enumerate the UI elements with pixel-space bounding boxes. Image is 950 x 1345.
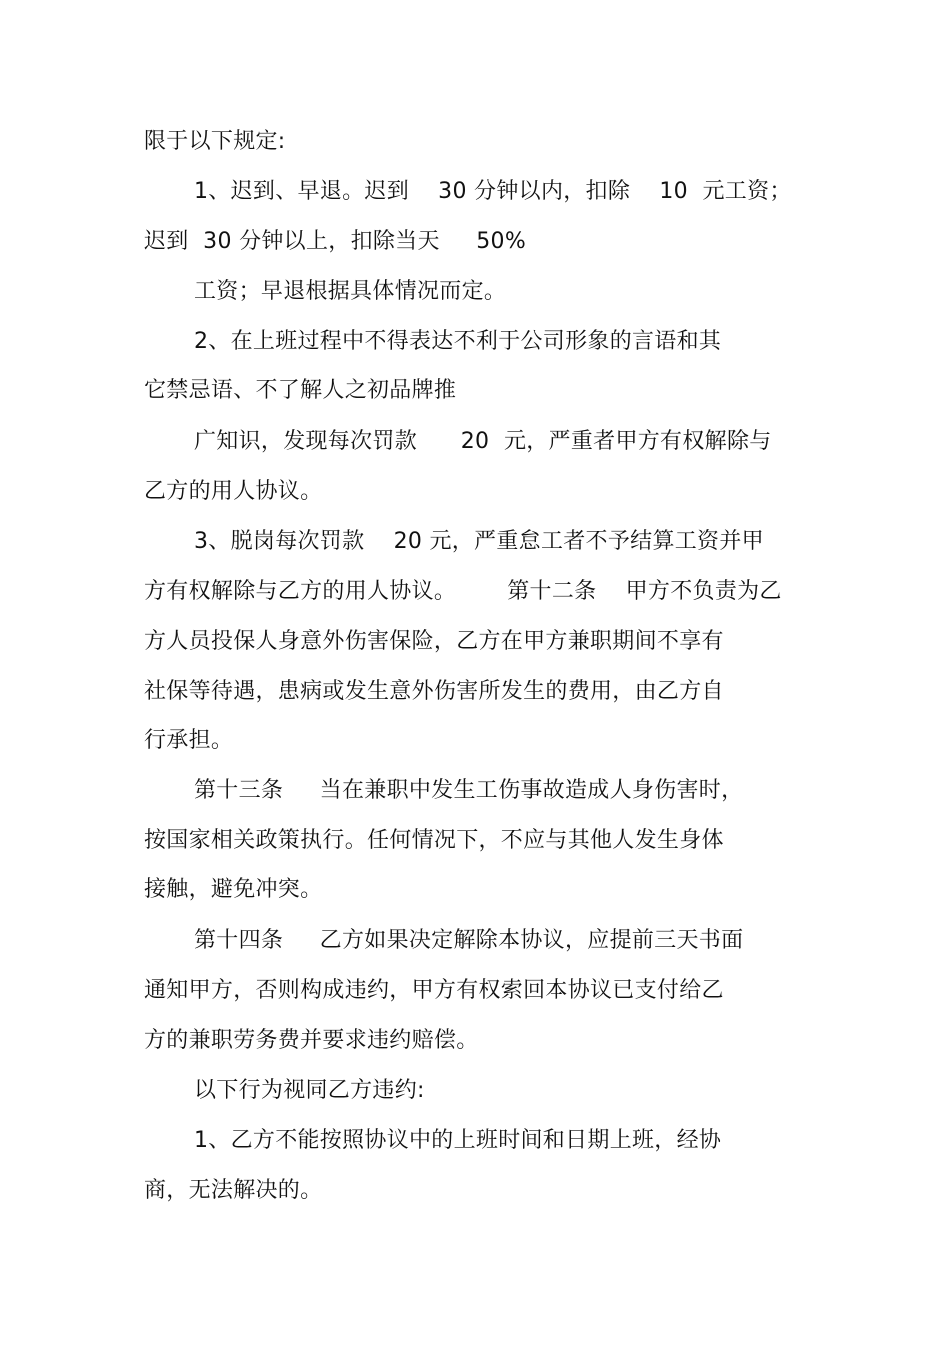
text-line: 方人员投保人身意外伤害保险，乙方在甲方兼职期间不享有 [144, 629, 724, 654]
text-line: 乙方的用人协议。 [144, 479, 323, 504]
text-line: 接触，避免冲突。 [144, 877, 323, 902]
text-line: 它禁忌语、不了解人之初品牌推 [144, 378, 457, 403]
text-line: 行承担。 [144, 728, 234, 753]
text-line: 迟到 30 分钟以上，扣除当天 50% [144, 229, 527, 254]
text-line: 广知识，发现每次罚款 20 元，严重者甲方有权解除与 [194, 429, 772, 454]
text-line: 按国家相关政策执行。任何情况下，不应与其他人发生身体 [144, 828, 724, 853]
text-line: 方的兼职劳务费并要求违约赔偿。 [144, 1028, 479, 1053]
text-line: 1、迟到、早退。迟到 30 分钟以内，扣除 10 元工资； [194, 179, 792, 204]
text-line: 限于以下规定: [144, 129, 286, 154]
text-line: 商，无法解决的。 [144, 1178, 323, 1203]
text-line: 以下行为视同乙方违约: [194, 1078, 425, 1103]
text-line: 第十四条 乙方如果决定解除本协议，应提前三天书面 [194, 928, 744, 953]
text-line: 2、在上班过程中不得表达不利于公司形象的言语和其 [194, 329, 722, 354]
text-line: 工资；早退根据具体情况而定。 [194, 279, 507, 304]
text-line: 通知甲方，否则构成违约，甲方有权索回本协议已支付给乙 [144, 978, 724, 1003]
text-line: 3、脱岗每次罚款 20 元，严重怠工者不予结算工资并甲 [194, 529, 764, 554]
text-line: 方有权解除与乙方的用人协议。 第十二条 甲方不负责为乙 [144, 579, 782, 604]
text-line: 第十三条 当在兼职中发生工伤事故造成人身伤害时， [194, 778, 744, 803]
text-line: 1、乙方不能按照协议中的上班时间和日期上班，经协 [194, 1128, 722, 1153]
text-line: 社保等待遇，患病或发生意外伤害所发生的费用，由乙方自 [144, 679, 724, 704]
